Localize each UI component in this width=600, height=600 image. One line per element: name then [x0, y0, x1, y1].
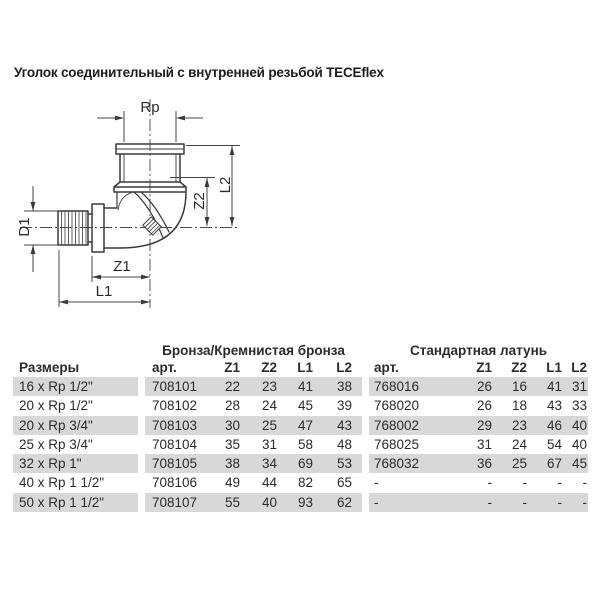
brass-header-block [369, 359, 588, 377]
brass-values [369, 377, 588, 396]
table-row [13, 454, 588, 473]
art-cell: 708104 [152, 436, 198, 452]
dim-label-z2: Z2 [191, 192, 208, 210]
table-row [13, 493, 588, 512]
bronze-values [145, 377, 362, 396]
l2-cell: 43 [336, 417, 352, 433]
z1-column-header: Z1 [224, 360, 240, 375]
bronze-values [145, 493, 362, 512]
l1-cell: 47 [297, 417, 313, 433]
l1-cell: 93 [297, 494, 313, 510]
l2-cell: 40 [571, 436, 587, 452]
column-gap [138, 493, 145, 512]
column-gap [362, 396, 369, 415]
art-cell: 768032 [374, 456, 420, 472]
table-row [13, 396, 588, 415]
page-title: Уголок соединительный с внутренней резьбой TECEflex [14, 65, 384, 80]
l1-column-header: L1 [546, 360, 562, 375]
art-cell: 708103 [152, 417, 198, 433]
column-gap [138, 435, 145, 454]
z1-cell: 35 [224, 436, 240, 452]
l2-cell: 62 [336, 494, 352, 510]
l2-cell: 40 [571, 417, 587, 433]
art-cell: 708107 [152, 494, 198, 510]
z1-cell: 26 [476, 379, 492, 394]
group-header-brass: Стандартная латунь [409, 343, 548, 358]
l1-cell: 69 [297, 456, 313, 472]
brass-values [369, 416, 588, 435]
art-cell: 708106 [152, 475, 198, 491]
column-gap [362, 493, 369, 512]
column-gap [362, 377, 369, 396]
l1-column-header: L1 [297, 360, 313, 375]
z1-cell: 30 [224, 417, 240, 433]
z1-cell: 36 [476, 456, 492, 472]
z1-column-header: Z1 [476, 360, 492, 375]
art-column-header: арт. [152, 360, 177, 375]
brass-values [369, 473, 588, 492]
z1-cell: 31 [476, 436, 492, 452]
size-cell: 40 x Rp 1 1/2" [19, 475, 105, 491]
table-row [13, 435, 588, 454]
column-gap [138, 473, 145, 492]
column-gap [138, 396, 145, 415]
l2-cell: 38 [336, 379, 352, 394]
l1-cell: 45 [297, 398, 313, 414]
column-gap [362, 454, 369, 473]
z1-cell: 28 [224, 398, 240, 414]
column-gap [362, 416, 369, 435]
size-cell: 25 x Rp 3/4" [19, 436, 93, 452]
art-cell: 708102 [152, 398, 198, 414]
art-cell: 768025 [374, 436, 420, 452]
l1-cell: 58 [297, 436, 313, 452]
column-gap [362, 359, 369, 377]
technical-drawing [10, 95, 300, 325]
l1-cell: - [557, 494, 562, 510]
art-cell: - [374, 494, 379, 510]
bronze-values [145, 435, 362, 454]
z1-cell: 29 [476, 417, 492, 433]
z2-cell: 23 [261, 379, 277, 394]
z2-column-header: Z2 [511, 360, 527, 375]
bronze-values [145, 416, 362, 435]
bronze-header-block [145, 359, 362, 377]
table-row [13, 377, 588, 396]
z1-cell: 55 [224, 494, 240, 510]
column-gap [138, 377, 145, 396]
art-cell: 768016 [374, 379, 420, 394]
z2-cell: - [522, 475, 527, 491]
table-row [13, 416, 588, 435]
group-header-bronze: Бронза/Кремнистая бронза [162, 343, 345, 358]
l2-cell: 53 [336, 456, 352, 472]
art-cell: - [374, 475, 379, 491]
l1-cell: 41 [297, 379, 313, 394]
dim-label-l1: L1 [95, 283, 113, 300]
column-gap [362, 435, 369, 454]
l2-cell: 33 [571, 398, 587, 414]
z2-cell: 18 [511, 398, 527, 414]
z2-cell: 24 [261, 398, 277, 414]
bronze-values [145, 396, 362, 415]
l1-cell: 46 [546, 417, 562, 433]
l2-cell: - [582, 475, 587, 491]
z1-cell: 26 [476, 398, 492, 414]
dim-label-rp: Rp [140, 99, 160, 116]
size-cell: 20 x Rp 1/2" [19, 398, 93, 414]
dimensions-table [13, 359, 588, 512]
column-gap [138, 454, 145, 473]
size-cell: 16 x Rp 1/2" [13, 377, 138, 396]
z2-cell: 25 [511, 456, 527, 472]
l2-cell: 48 [336, 436, 352, 452]
elbow-fitting-outline [58, 144, 186, 252]
dim-label-l2: L2 [217, 176, 234, 194]
brass-values [369, 435, 588, 454]
size-cell: 20 x Rp 3/4" [13, 416, 138, 435]
size-cell: 50 x Rp 1 1/2" [13, 493, 138, 512]
z2-cell: 34 [261, 456, 277, 472]
bronze-values [145, 454, 362, 473]
art-cell: 708101 [152, 379, 198, 394]
l1-cell: - [557, 475, 562, 491]
l2-cell: 65 [336, 475, 352, 491]
brass-values [369, 493, 588, 512]
column-gap [362, 473, 369, 492]
z2-column-header: Z2 [261, 360, 277, 375]
art-cell: 768020 [374, 398, 420, 414]
l1-cell: 41 [546, 379, 562, 394]
z2-cell: 40 [261, 494, 277, 510]
z2-cell: 44 [261, 475, 277, 491]
l2-cell: 31 [571, 379, 587, 394]
art-column-header: арт. [374, 360, 399, 375]
l2-column-header: L2 [571, 360, 587, 375]
table-row [13, 473, 588, 492]
column-gap [138, 416, 145, 435]
z2-cell: 31 [261, 436, 277, 452]
z2-cell: 24 [511, 436, 527, 452]
table-header-row [13, 359, 588, 377]
l1-cell: 43 [546, 398, 562, 414]
l1-cell: 54 [546, 436, 562, 452]
l2-cell: 45 [571, 456, 587, 472]
bronze-values [145, 473, 362, 492]
z2-cell: 16 [511, 379, 527, 394]
dim-label-z1: Z1 [113, 258, 131, 275]
brass-values [369, 454, 588, 473]
l1-cell: 82 [297, 475, 313, 491]
l2-cell: - [582, 494, 587, 510]
z1-cell: 38 [224, 456, 240, 472]
column-gap [138, 359, 145, 377]
dim-label-d1: D1 [16, 217, 33, 237]
z2-cell: 23 [511, 417, 527, 433]
art-cell: 768002 [374, 417, 420, 433]
z1-cell: - [487, 494, 492, 510]
l2-cell: 39 [336, 398, 352, 414]
z1-cell: - [487, 475, 492, 491]
brass-values [369, 396, 588, 415]
art-cell: 708105 [152, 456, 198, 472]
size-cell: 32 x Rp 1" [13, 454, 138, 473]
l2-column-header: L2 [336, 360, 352, 375]
bend-rib-detail [143, 217, 161, 235]
z2-cell: 25 [261, 417, 277, 433]
size-column-header: Размеры [19, 360, 80, 375]
z1-cell: 22 [224, 379, 240, 394]
z2-cell: - [522, 494, 527, 510]
l1-cell: 67 [546, 456, 562, 472]
z1-cell: 49 [224, 475, 240, 491]
